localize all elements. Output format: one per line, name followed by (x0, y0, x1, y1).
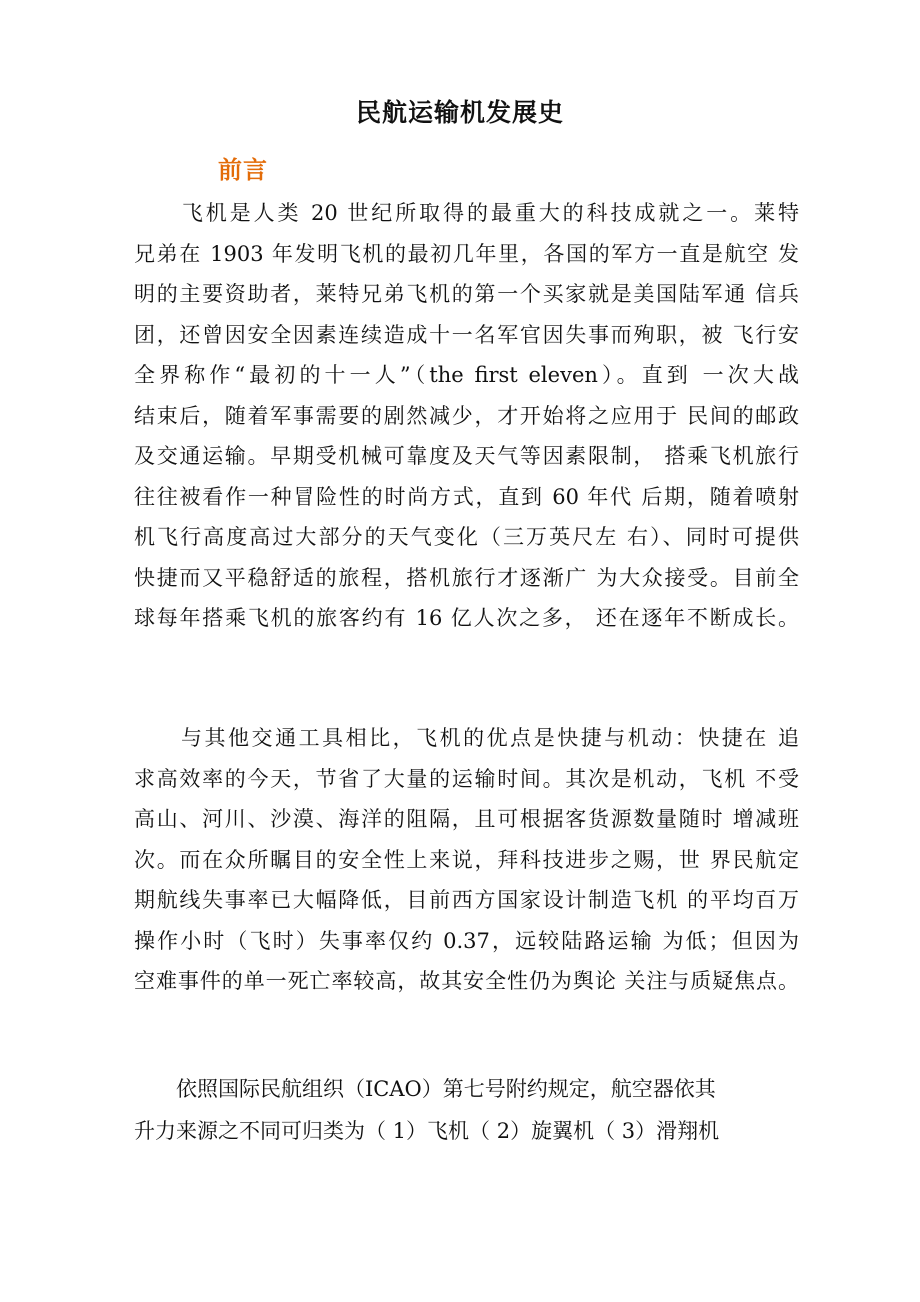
paragraph-line: 与其他交通工具相比，飞机的优点是快捷与机动：快捷在 追 (134, 726, 799, 750)
paragraph-line: 操作小时（飞时）失事率仅约 0.37，远较陆路运输 为低；但因为 (134, 928, 799, 953)
paragraph-line: 明的主要资助者，莱特兄弟飞机的第一个买家就是美国陆军通 信兵 (134, 282, 799, 306)
paragraph-line: 依照国际民航组织（ICAO）第七号附约规定，航空器依其 (134, 1077, 716, 1101)
paragraph-line: 飞机是人类 20 世纪所取得的最重大的科技成就之一。莱特 (134, 201, 799, 225)
paragraph-line: 及交通运输。早期受机械可靠度及天气等因素限制， 搭乘飞机旅行 (134, 444, 799, 468)
paragraph-line: 高山、河川、沙漠、海洋的阻隔，且可根据客货源数量随时 增减班 (134, 807, 799, 831)
paragraph-line: 结束后，随着军事需要的剧然减少，才开始将之应用于 民间的邮政 (134, 403, 799, 428)
paragraph-line: 升力来源之不同可归类为（ 1）飞机（ 2）旋翼机（ 3）滑翔机 (134, 1119, 720, 1143)
section-heading: 前言 (218, 156, 268, 184)
paragraph-line: 求高效率的今天，节省了大量的运输时间。其次是机动，飞机 不受 (134, 766, 799, 791)
paragraph-3 (134, 1068, 799, 1152)
paragraph-line: 全界称作“最初的十一人”（the first eleven）。直到 一次大战 (134, 363, 799, 387)
paragraph-line: 球每年搭乘飞机的旅客约有 16 亿人次之多， 还在逐年不断成长。 (134, 606, 799, 630)
paragraph-line: 期航线失事率已大幅降低，目前西方国家设计制造飞机 的平均百万 (134, 888, 799, 912)
paragraph-line: 快捷而又平稳舒适的旅程，搭机旅行才逐渐广 为大众接受。目前全 (134, 565, 799, 590)
paragraph-line: 往往被看作一种冒险性的时尚方式，直到 60 年代 后期，随着喷射 (134, 484, 799, 509)
paragraph-1 (134, 193, 799, 639)
paragraph-2 (134, 718, 799, 1002)
paragraph-line: 兄弟在 1903 年发明飞机的最初几年里，各国的军方一直是航空 发 (134, 241, 799, 266)
paragraph-line: 团，还曾因安全因素连续造成十一名军官因失事而殉职，被 飞行安 (134, 322, 799, 347)
paragraph-line: 空难事件的单一死亡率较高，故其安全性仍为舆论 关注与质疑焦点。 (134, 969, 799, 993)
paragraph-line: 机飞行高度高过大部分的天气变化（三万英尺左 右）、同时可提供 (134, 525, 799, 549)
paragraph-line: 次。而在众所瞩目的安全性上来说，拜科技进步之赐，世 界民航定 (134, 847, 799, 872)
page-title: 民航运输机发展史 (355, 98, 564, 127)
